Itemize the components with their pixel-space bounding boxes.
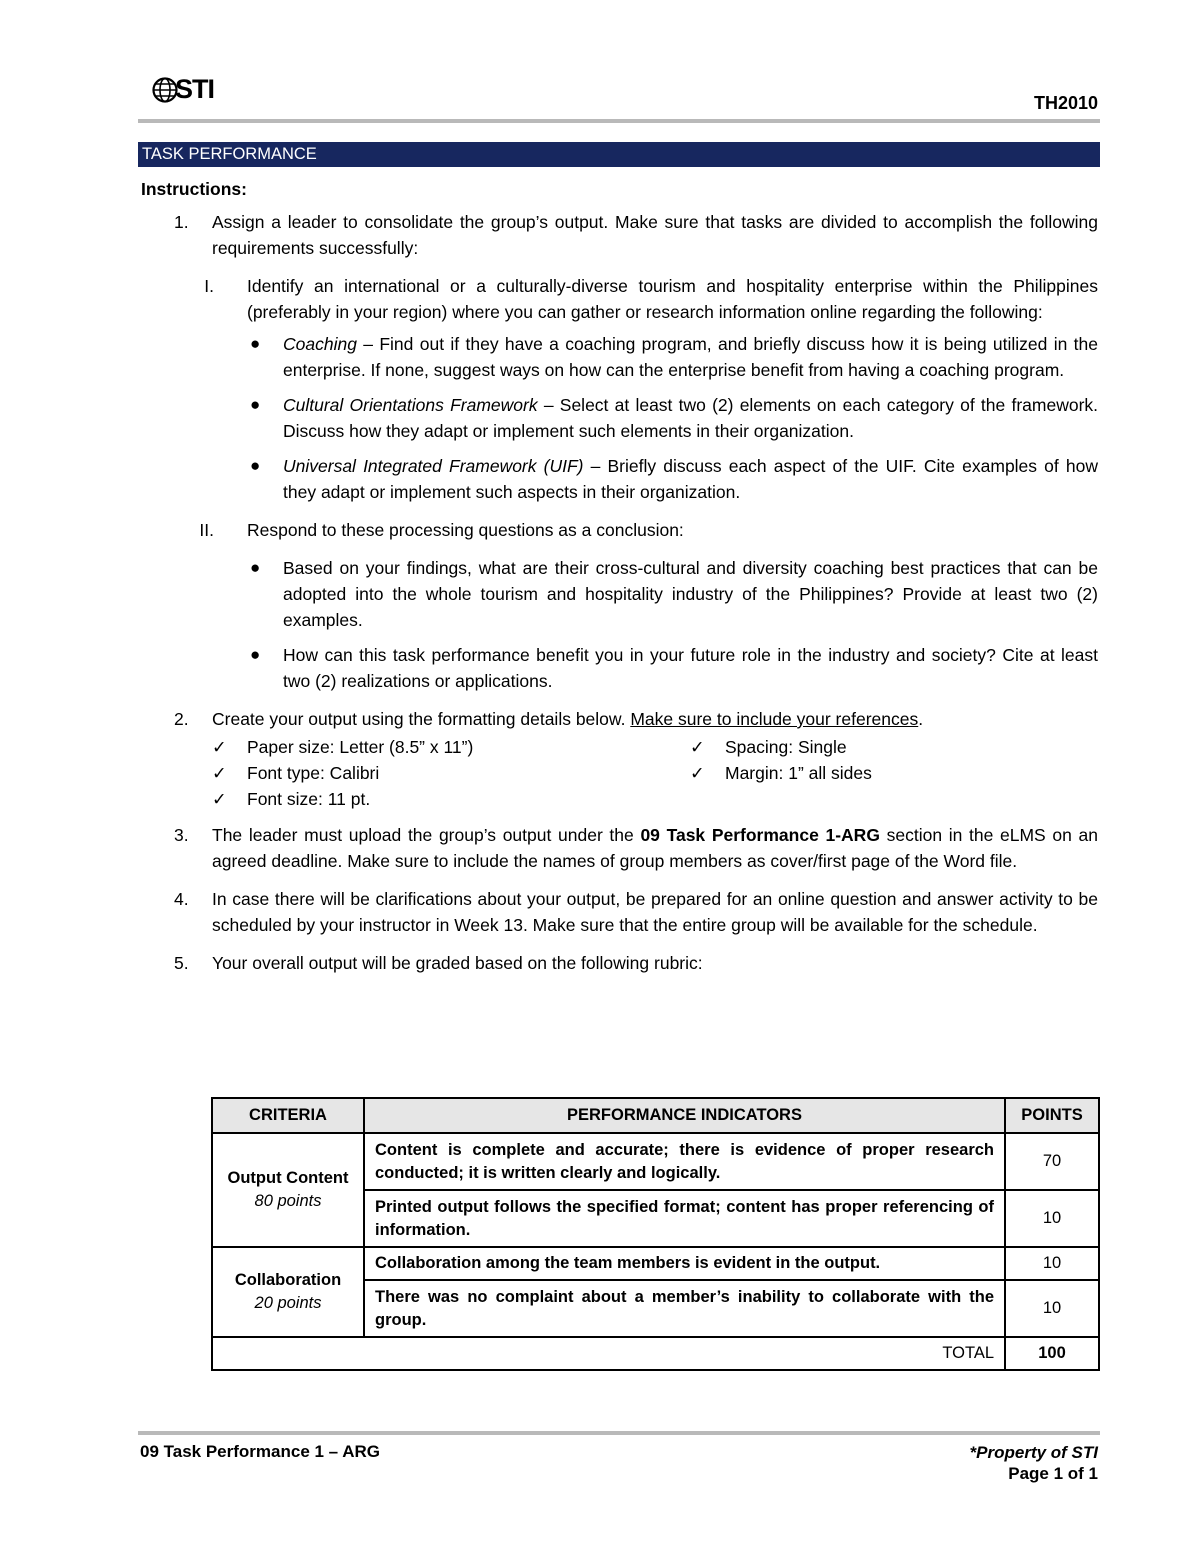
section-title: TASK PERFORMANCE (138, 142, 1100, 167)
sti-logo (152, 76, 214, 103)
check-text: Font type: Calibri (247, 763, 380, 783)
item-text-part: section in the eLMS on an agreed deadline. Make sure to include the names of group members as cover/first page of the Word file. (212, 825, 1098, 871)
check-text: Font size: 11 pt. (247, 789, 371, 809)
criteria-points: 80 points (254, 1192, 322, 1210)
bullet-term: Coaching (283, 334, 357, 354)
subitem-II (199, 517, 1098, 694)
bullet-icon: ● (250, 395, 261, 414)
item-number: 5. (174, 953, 189, 973)
criteria-name: Collaboration (234, 1271, 342, 1289)
subitem-number: II. (199, 520, 214, 540)
bullet-item (247, 453, 1098, 505)
item-text: Your overall output will be graded based on the following rubric: (212, 953, 703, 973)
total-label: TOTAL (212, 1337, 1005, 1370)
bullet-list (247, 331, 1098, 505)
bullet-text: Based on your findings, what are their cross-cultural and diversity coaching best practices that can be adopted into the whole tourism and hospitality industry of the Philippines? Provide at least two (2) examples. (283, 558, 1098, 630)
item-text (212, 822, 1098, 874)
item-text-part: The leader must upload the group’s output under the (212, 825, 641, 845)
document-code: TH2010 (1033, 93, 1098, 113)
subitem-I (204, 273, 1099, 505)
bullet-term: Cultural Orientations Framework (283, 395, 538, 415)
points-cell: 70 (1005, 1133, 1099, 1190)
criteria-points: 20 points (254, 1294, 322, 1312)
indicator-cell: There was no complaint about a member’s inability to collaborate with the group. (364, 1280, 1005, 1337)
property-notice: *Property of STI (969, 1443, 1098, 1462)
criteria-name: Output Content (227, 1169, 349, 1187)
instruction-item-4 (141, 886, 1098, 938)
bullet-term: Universal Integrated Framework (UIF) (283, 456, 584, 476)
bullet-item (247, 392, 1098, 444)
item-number: 1. (174, 212, 189, 232)
points-cell: 10 (1005, 1190, 1099, 1247)
criteria-cell (212, 1247, 364, 1337)
instruction-item-2 (141, 706, 1098, 812)
bullet-list (247, 555, 1098, 694)
column-header: POINTS (1005, 1098, 1099, 1133)
instruction-item-5 (141, 950, 1098, 976)
item-text-part: . (918, 709, 924, 729)
total-value: 100 (1005, 1337, 1099, 1370)
check-text: Spacing: Single (725, 737, 847, 757)
column-header: CRITERIA (212, 1098, 364, 1133)
checkmark-icon: ✓ (212, 737, 227, 757)
bullet-item (247, 331, 1098, 383)
item-text: In case there will be clarifications about your output, be prepared for an online question and answer activity to be scheduled by your instructor in Week 13. Make sure that the entire group will be available for the schedule. (212, 889, 1098, 935)
column-header: PERFORMANCE INDICATORS (364, 1098, 1005, 1133)
references-note: Make sure to include your references (630, 709, 919, 729)
indicator-cell: Collaboration among the team members is evident in the output. (364, 1247, 1005, 1280)
logo-text: STI (175, 74, 215, 104)
criteria-cell (212, 1133, 364, 1247)
bullet-text: How can this task performance benefit you in your future role in the industry and society? Cite at least two (2) realizations or applications. (283, 645, 1098, 691)
check-text: Paper size: Letter (8.5” x 11”) (247, 737, 474, 757)
subitem-text: Identify an international or a culturally-diverse tourism and hospitality enterprise within the Philippines (preferably in your region) where you can gather or research information online regarding the following: (247, 276, 1098, 322)
checkmark-icon: ✓ (212, 789, 227, 809)
total-row (212, 1337, 1099, 1370)
item-number: 3. (174, 825, 189, 845)
instructions-label: Instructions: (141, 179, 247, 199)
bullet-icon: ● (250, 334, 261, 353)
item-number: 4. (174, 889, 189, 909)
instruction-item-3 (141, 822, 1098, 874)
section-reference: 09 Task Performance 1-ARG (640, 825, 880, 845)
item-text-part: Create your output using the formatting details below. (212, 709, 631, 729)
bullet-icon: ● (250, 558, 261, 577)
indicator-cell: Content is complete and accurate; there is evidence of proper research conducted; it is written clearly and logically. (364, 1133, 1005, 1190)
rubric-table (211, 1097, 1100, 1371)
instruction-item-1 (141, 209, 1098, 694)
table-row (212, 1247, 1099, 1280)
item-text (212, 706, 1098, 732)
bullet-text: – Select at least two (2) elements on each category of the framework. Discuss how they adapt or implement such elements in their organization. (283, 395, 1099, 441)
check-text: Margin: 1” all sides (725, 763, 872, 783)
page-number: Page 1 of 1 (1008, 1464, 1098, 1483)
check-item (690, 734, 990, 760)
footer-right (970, 1442, 1098, 1484)
check-item (690, 760, 990, 786)
item-text: Assign a leader to consolidate the group’s output. Make sure that tasks are divided to accomplish the following requirements successfully: (212, 212, 1098, 258)
item-number: 2. (174, 709, 189, 729)
subitem-text: Respond to these processing questions as a conclusion: (247, 520, 684, 540)
bullet-text: – Briefly discuss each aspect of the UIF. Cite examples of how they adapt or implement such aspects in their organization. (283, 456, 1098, 502)
table-row (212, 1133, 1099, 1190)
checkmark-icon: ✓ (212, 763, 227, 783)
checkmark-icon: ✓ (690, 763, 705, 783)
bullet-item (247, 642, 1098, 694)
table-header-row (212, 1098, 1099, 1133)
check-item (212, 786, 690, 812)
bullet-icon: ● (250, 456, 261, 475)
bullet-item (247, 555, 1098, 633)
points-cell: 10 (1005, 1280, 1099, 1337)
footer-divider (138, 1431, 1100, 1435)
subitem-number: I. (204, 276, 214, 296)
format-checklist (212, 734, 1098, 812)
check-item (212, 734, 690, 760)
points-cell: 10 (1005, 1247, 1099, 1280)
checkmark-icon: ✓ (690, 737, 705, 757)
header-divider (138, 119, 1100, 123)
footer-title: 09 Task Performance 1 – ARG (140, 1442, 381, 1461)
indicator-cell: Printed output follows the specified format; content has proper referencing of information. (364, 1190, 1005, 1247)
bullet-text: – Find out if they have a coaching program, and briefly discuss how it is being utilized in the enterprise. If none, suggest ways on how can the enterprise benefit from having a coaching program. (283, 334, 1098, 380)
bullet-icon: ● (250, 645, 261, 664)
check-item (212, 760, 690, 786)
instructions-body (141, 176, 1098, 988)
